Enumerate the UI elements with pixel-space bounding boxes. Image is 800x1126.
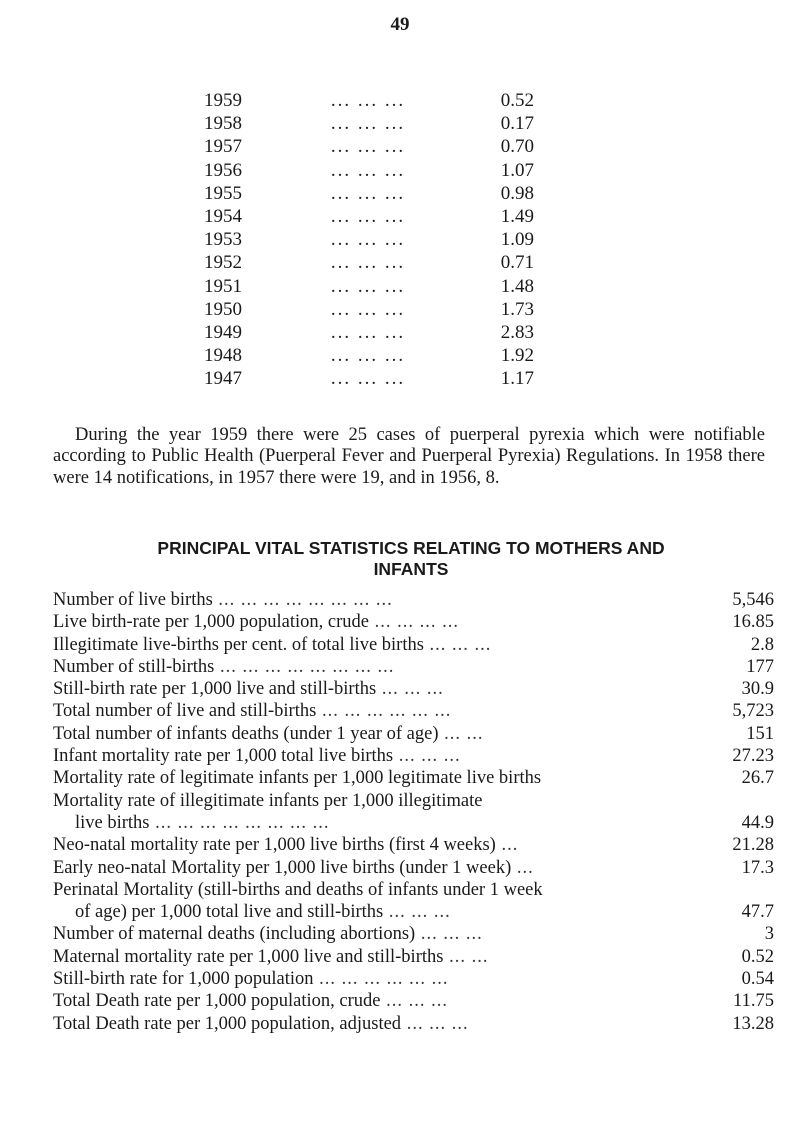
leader-dots: ... ... ... bbox=[423, 634, 492, 655]
rate-value: 0.52 bbox=[500, 90, 534, 111]
stat-value: 47.7 bbox=[741, 902, 774, 923]
stat-label: Total number of live and still-births bbox=[53, 701, 317, 722]
stat-value: 26.7 bbox=[741, 768, 774, 789]
stat-value: 3 bbox=[764, 924, 774, 945]
puerperal-pyrexia-paragraph: During the year 1959 there were 25 cases of puerperal pyrexia which were notifiable according to Public Health (Puerperal Fever and Puerperal Pyrexia) Regulations. In 1958 there were 14 notifications, in 1957 there were 19, and in 1956, 8. bbox=[53, 424, 765, 488]
stat-row bbox=[53, 612, 774, 634]
rate-value: 1.49 bbox=[500, 205, 534, 227]
rate-row bbox=[204, 136, 534, 159]
rate-year: 1948 bbox=[204, 345, 242, 367]
rate-row bbox=[204, 229, 534, 252]
leader-dots: ... ... ... bbox=[401, 1013, 469, 1034]
stat-label: Number of live births bbox=[53, 590, 213, 610]
stat-label: Perinatal Mortality (still-births and deaths of infants under 1 week bbox=[53, 879, 543, 900]
leader-dots: ... ... ... bbox=[330, 345, 406, 367]
rate-year: 1949 bbox=[204, 321, 242, 343]
page-number: 49 bbox=[390, 14, 410, 35]
stat-row bbox=[53, 880, 774, 902]
leader-dots: ... ... ... bbox=[330, 159, 406, 181]
leader-dots: ... ... ... bbox=[393, 746, 461, 767]
stat-row bbox=[53, 679, 774, 701]
stat-row bbox=[53, 969, 774, 991]
stat-row bbox=[53, 858, 774, 880]
stat-row bbox=[53, 947, 774, 969]
stat-label-cell bbox=[53, 635, 694, 656]
rate-value: 0.17 bbox=[500, 113, 534, 135]
section-heading bbox=[50, 538, 772, 580]
stat-label: Number of maternal deaths (including abortions) bbox=[53, 924, 416, 945]
rate-row bbox=[204, 276, 534, 299]
stat-value: 16.85 bbox=[732, 612, 774, 633]
stat-label: Early neo-natal Mortality per 1,000 live births (under 1 week) bbox=[53, 857, 512, 878]
stat-row bbox=[53, 657, 774, 679]
rate-year: 1956 bbox=[204, 159, 242, 181]
stat-row bbox=[53, 590, 774, 612]
puerperal-pyrexia-rate-table bbox=[204, 90, 534, 391]
leader-dots: ... ... ... ... ... ... bbox=[313, 969, 449, 990]
stat-label-cell bbox=[53, 612, 694, 633]
leader-dots: ... ... bbox=[438, 723, 484, 744]
stat-row bbox=[53, 813, 774, 835]
rate-year: 1955 bbox=[204, 182, 242, 204]
rate-value: 1.48 bbox=[500, 275, 534, 297]
stat-value: 5,546 bbox=[732, 590, 774, 610]
stat-label-cell bbox=[53, 679, 694, 700]
rate-value: 1.17 bbox=[500, 368, 534, 390]
stat-label: Mortality rate of illegitimate infants per 1,000 illegitimate bbox=[53, 790, 483, 811]
stat-label: Total Death rate per 1,000 population, crude bbox=[53, 991, 381, 1012]
stat-value: 21.28 bbox=[732, 835, 774, 856]
stat-row bbox=[53, 701, 774, 723]
stat-label: Illegitimate live-births per cent. of total live births bbox=[53, 634, 424, 655]
rate-row bbox=[204, 368, 534, 391]
stat-label-cell bbox=[53, 835, 694, 856]
rate-year: 1951 bbox=[204, 275, 242, 297]
rate-value: 1.07 bbox=[500, 159, 534, 181]
leader-dots: ... ... ... bbox=[330, 113, 406, 135]
stat-label: Total Death rate per 1,000 population, adjusted bbox=[53, 1013, 402, 1034]
stat-label: of age) per 1,000 total live and still-births bbox=[75, 902, 384, 923]
stat-label-cell bbox=[53, 880, 694, 901]
stat-value: 0.54 bbox=[741, 969, 774, 990]
leader-dots: ... ... ... ... bbox=[368, 612, 459, 633]
rate-value: 2.83 bbox=[500, 321, 534, 343]
rate-row bbox=[204, 299, 534, 322]
rate-row bbox=[204, 252, 534, 275]
leader-dots: ... ... ... ... ... ... bbox=[316, 701, 452, 722]
stat-label: Still-birth rate for 1,000 population bbox=[53, 969, 314, 990]
stat-value: 0.52 bbox=[741, 946, 774, 967]
leader-dots: ... ... ... bbox=[383, 902, 451, 923]
stat-label: Live birth-rate per 1,000 population, crude bbox=[53, 612, 369, 633]
stat-value: 11.75 bbox=[733, 991, 774, 1012]
stat-row bbox=[53, 1014, 774, 1036]
rate-row bbox=[204, 113, 534, 136]
stat-value: 27.23 bbox=[732, 746, 774, 767]
rate-value: 1.92 bbox=[500, 345, 534, 367]
stat-label-cell bbox=[53, 1014, 694, 1035]
stat-row bbox=[53, 791, 774, 813]
leader-dots: ... bbox=[511, 857, 534, 878]
stat-label: Maternal mortality rate per 1,000 live and still-births bbox=[53, 946, 444, 967]
rate-row bbox=[204, 160, 534, 183]
stat-label-cell bbox=[53, 590, 694, 611]
leader-dots: ... ... ... ... ... ... ... ... bbox=[212, 590, 393, 610]
rate-value: 0.98 bbox=[500, 182, 534, 204]
stat-value: 44.9 bbox=[741, 812, 774, 833]
stat-label: live births bbox=[75, 812, 150, 833]
leader-dots: ... ... bbox=[443, 946, 489, 967]
stat-row bbox=[53, 902, 774, 924]
section-heading-line-1: PRINCIPAL VITAL STATISTICS RELATING TO MOTHERS AND bbox=[157, 538, 665, 558]
stat-label: Neo-natal mortality rate per 1,000 live births (first 4 weeks) bbox=[53, 835, 496, 856]
rate-value: 0.70 bbox=[500, 136, 534, 158]
rate-year: 1952 bbox=[204, 252, 242, 274]
leader-dots: ... ... ... bbox=[376, 679, 444, 700]
rate-year: 1958 bbox=[204, 113, 242, 135]
leader-dots: ... ... ... bbox=[415, 924, 483, 945]
stat-label-cell bbox=[53, 924, 694, 945]
rate-value: 1.73 bbox=[500, 298, 534, 320]
stat-value: 2.8 bbox=[750, 634, 774, 655]
stat-value: 13.28 bbox=[732, 1013, 774, 1034]
rate-value: 0.71 bbox=[500, 252, 534, 274]
leader-dots: ... ... ... bbox=[330, 252, 406, 274]
leader-dots: ... ... ... bbox=[330, 321, 406, 343]
stat-label-cell bbox=[53, 858, 694, 879]
leader-dots: ... ... ... bbox=[330, 275, 406, 297]
leader-dots: ... ... ... bbox=[330, 182, 406, 204]
leader-dots: ... ... ... bbox=[380, 991, 448, 1012]
stat-label-cell bbox=[53, 969, 694, 990]
stat-value: 5,723 bbox=[732, 701, 774, 722]
leader-dots: ... bbox=[495, 835, 519, 856]
stat-value: 17.3 bbox=[741, 857, 774, 878]
rate-row bbox=[204, 183, 534, 206]
stat-row bbox=[53, 768, 774, 790]
leader-dots: ... ... ... ... ... ... ... ... bbox=[214, 656, 395, 677]
stat-row bbox=[53, 724, 774, 746]
stat-label-cell bbox=[53, 701, 694, 722]
leader-dots: ... ... ... bbox=[330, 368, 406, 390]
leader-dots: ... ... ... bbox=[330, 90, 406, 111]
rate-row bbox=[204, 206, 534, 229]
rate-row bbox=[204, 345, 534, 368]
stat-label-cell bbox=[53, 768, 694, 789]
stat-label-cell bbox=[53, 746, 694, 767]
rate-year: 1953 bbox=[204, 229, 242, 251]
stat-label-cell bbox=[53, 947, 694, 968]
stat-row bbox=[53, 746, 774, 768]
stat-row bbox=[53, 635, 774, 657]
stat-value: 30.9 bbox=[741, 679, 774, 700]
leader-dots: ... ... ... bbox=[330, 136, 406, 158]
stat-label: Mortality rate of legitimate infants per 1,000 legitimate live births bbox=[53, 768, 542, 789]
section-heading-line-2: INFANTS bbox=[373, 559, 449, 579]
stat-value: 177 bbox=[746, 656, 774, 677]
stat-label-cell bbox=[53, 902, 694, 923]
stat-label-cell bbox=[53, 813, 694, 834]
leader-dots: ... ... ... bbox=[330, 205, 406, 227]
rate-year: 1954 bbox=[204, 205, 242, 227]
stat-label: Infant mortality rate per 1,000 total live births bbox=[53, 746, 394, 767]
stat-label: Still-birth rate per 1,000 live and still-births bbox=[53, 679, 377, 700]
rate-year: 1957 bbox=[204, 136, 242, 158]
vital-statistics-list bbox=[53, 590, 774, 1036]
rate-value: 1.09 bbox=[500, 229, 534, 251]
stat-label: Number of still-births bbox=[53, 656, 215, 677]
rate-year: 1947 bbox=[204, 368, 242, 390]
stat-row bbox=[53, 991, 774, 1013]
stat-label-cell bbox=[53, 991, 694, 1012]
stat-label-cell bbox=[53, 657, 694, 678]
stat-row bbox=[53, 924, 774, 946]
stat-label: Total number of infants deaths (under 1 year of age) bbox=[53, 723, 439, 744]
leader-dots: ... ... ... bbox=[330, 298, 406, 320]
stat-row bbox=[53, 835, 774, 857]
rate-row bbox=[204, 322, 534, 345]
leader-dots: ... ... ... bbox=[330, 229, 406, 251]
rate-row bbox=[204, 90, 534, 113]
stat-value: 151 bbox=[746, 723, 774, 744]
rate-year: 1959 bbox=[204, 90, 242, 111]
rate-year: 1950 bbox=[204, 298, 242, 320]
stat-label-cell bbox=[53, 791, 694, 812]
stat-label-cell bbox=[53, 724, 694, 745]
leader-dots: ... ... ... ... ... ... ... ... bbox=[149, 812, 330, 833]
